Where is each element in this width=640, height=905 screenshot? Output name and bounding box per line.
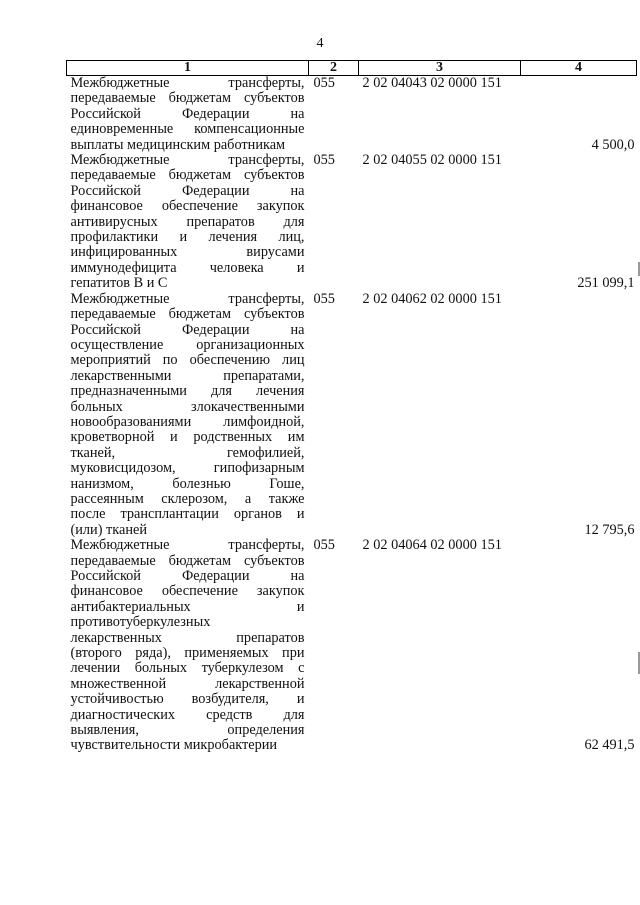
table-body xyxy=(67,76,637,754)
description-line: финансовое обеспечение закупок xyxy=(70,583,305,600)
description-line: диагностических средств для xyxy=(70,706,305,723)
description-line: передаваемые бюджетам субъектов xyxy=(70,306,305,323)
column-header-3: 3 xyxy=(359,61,521,76)
budget-table xyxy=(66,60,637,754)
column-header-2: 2 xyxy=(309,61,359,76)
description-line: устойчивостью возбудителя, и xyxy=(70,691,305,708)
amount-value: 251 099,1 xyxy=(577,275,635,292)
description-line: рассеянным склерозом, а также xyxy=(70,490,305,507)
description-line: Российской Федерации на xyxy=(70,105,305,122)
amount-value: 12 795,6 xyxy=(584,521,635,538)
description-line: кроветворной и родственных им xyxy=(70,429,305,446)
transfer-description xyxy=(67,76,309,154)
description-line: предназначенными для лечения xyxy=(70,383,305,400)
description-line: лекарственных препаратов xyxy=(70,629,305,646)
budget-classification-code: 2 02 04043 02 0000 151 xyxy=(362,75,502,91)
description-line: новообразованиями лимфоидной, xyxy=(70,413,305,430)
description-line: выплаты медицинским работникам xyxy=(70,136,286,153)
table-header-row xyxy=(67,61,637,76)
description-line: профилактики и лечения лиц, xyxy=(70,229,305,246)
description-line: антибактериальных и xyxy=(70,598,305,615)
administrator-code: 055 xyxy=(313,75,335,91)
description-line: осуществление организационных xyxy=(70,336,305,353)
transfer-description xyxy=(67,292,309,539)
description-line: чувствительности микробактерии xyxy=(70,737,278,754)
description-line: Российской Федерации на xyxy=(70,321,305,338)
description-line: Российской Федерации на xyxy=(70,182,305,199)
description-line: больных злокачественными xyxy=(70,398,305,415)
description-line: (или) тканей xyxy=(70,521,148,538)
amount-value: 4 500,0 xyxy=(591,136,635,153)
transfer-description xyxy=(67,153,309,292)
description-line: мероприятий по обеспечению лиц xyxy=(70,352,305,369)
description-line: множественной лекарственной xyxy=(70,675,305,692)
amount-value: 62 491,5 xyxy=(584,737,635,754)
budget-classification-code: 2 02 04064 02 0000 151 xyxy=(362,537,502,554)
description-line: тканей, гемофилией, xyxy=(70,444,305,461)
administrator-code: 055 xyxy=(313,537,335,554)
table-row xyxy=(67,538,637,754)
budget-classification-code: 2 02 04062 02 0000 151 xyxy=(362,290,502,307)
description-line: после трансплантации органов и xyxy=(70,506,305,523)
description-line: выявления, определения xyxy=(70,722,305,739)
description-line: финансовое обеспечение закупок xyxy=(70,198,305,215)
administrator-code: 055 xyxy=(313,290,335,307)
description-line: иммунодефицита человека и xyxy=(70,259,305,276)
description-line: лечении больных туберкулезом с xyxy=(70,660,305,677)
description-line: передаваемые бюджетам субъектов xyxy=(70,552,305,569)
description-line: единовременные компенсационные xyxy=(70,121,305,138)
description-line: нанизмом, болезнью Гоше, xyxy=(70,475,305,492)
page-number: 4 xyxy=(316,36,324,51)
administrator-code: 055 xyxy=(313,152,335,169)
description-line: передаваемые бюджетам субъектов xyxy=(70,167,305,184)
description-line: Межбюджетные трансферты, xyxy=(70,152,305,169)
description-line: муковисцидозом, гипофизарным xyxy=(70,460,305,477)
column-header-4: 4 xyxy=(521,61,637,76)
table-row xyxy=(67,153,637,292)
description-line: передаваемые бюджетам субъектов xyxy=(70,90,305,107)
transfer-description xyxy=(67,538,309,754)
description-line: антивирусных препаратов для xyxy=(70,213,305,230)
description-line: Российской Федерации на xyxy=(70,568,305,584)
table-row xyxy=(67,76,637,154)
description-line: противотуберкулезных xyxy=(70,614,211,631)
description-line: гепатитов В и С xyxy=(70,275,168,292)
description-line: Межбюджетные трансферты, xyxy=(70,537,305,554)
table-row xyxy=(67,292,637,539)
description-line: (второго ряда), применяемых при xyxy=(70,645,305,662)
description-line: инфицированных вирусами xyxy=(70,244,305,261)
description-line: Межбюджетные трансферты, xyxy=(70,75,305,91)
budget-classification-code: 2 02 04055 02 0000 151 xyxy=(362,152,502,169)
description-line: Межбюджетные трансферты, xyxy=(70,290,305,307)
description-line: лекарственными препаратами, xyxy=(70,367,305,384)
column-header-1: 1 xyxy=(67,61,309,76)
